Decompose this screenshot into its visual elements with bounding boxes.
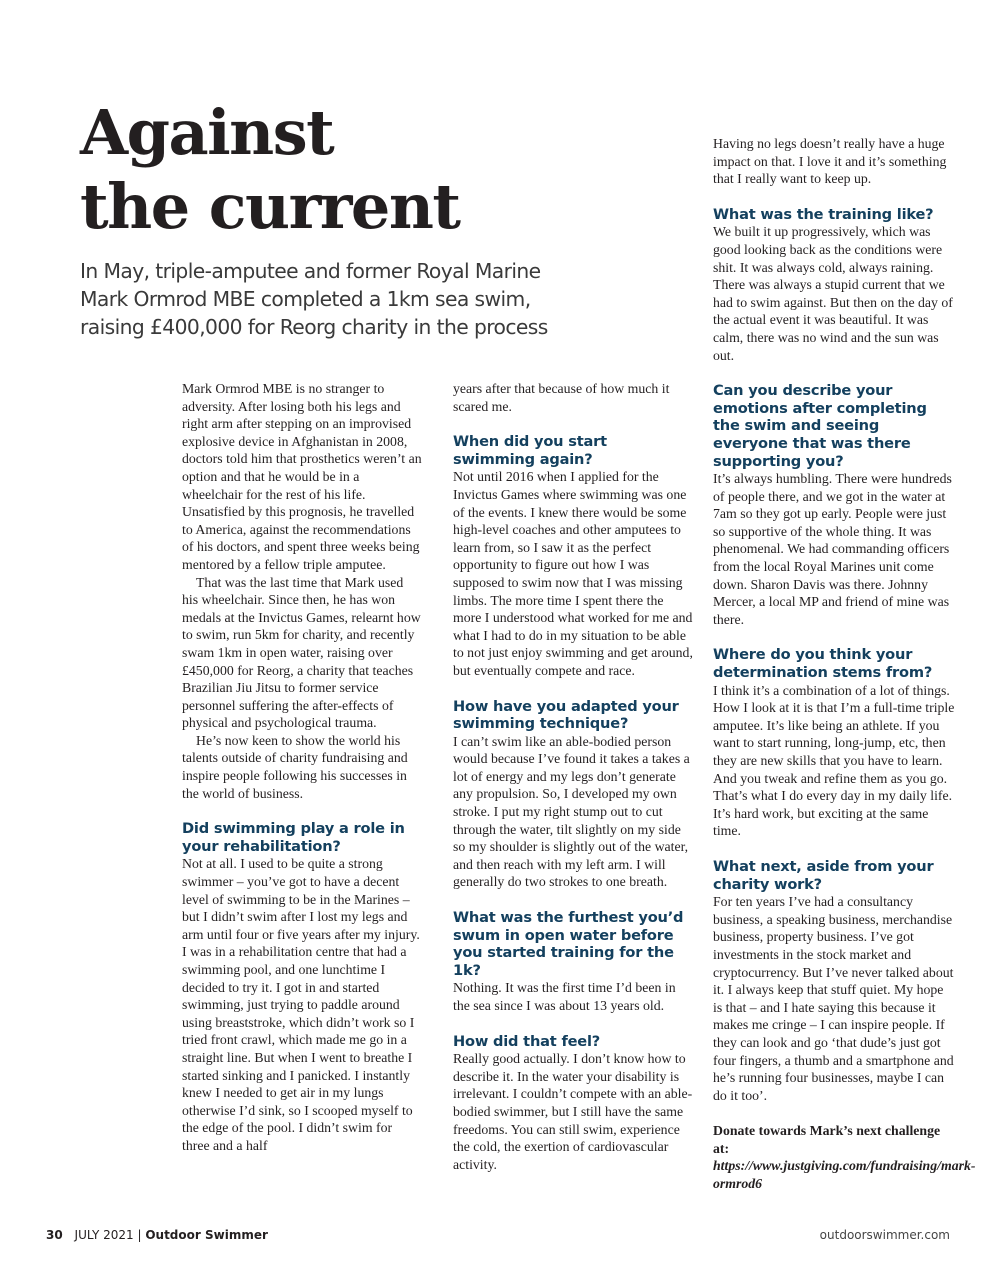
standfirst: In May, triple-amputee and former Royal Marine Mark Ormrod MBE completed a 1km sea swim, raising £400,000 for Reorg charity in the process xyxy=(80,259,548,340)
answer-paragraph: I can’t swim like an able-bodied person would because I’ve found it takes a takes a lot of energy and my legs don’t generate any propulsion. So, I developed my own stroke. I put my right stump out to cut through the water, tilt slightly on my side so my shoulder is slightly out of the water, and then reach with my left arm. I will generally do two strokes to one breath. xyxy=(453,733,690,890)
question-heading: When did you start swimming again? xyxy=(453,433,607,468)
body-paragraph: He’s now keen to show the world his talents outside of charity fundraising and inspire people following his successes in the world of business. xyxy=(182,732,408,801)
answer-paragraph: I think it’s a combination of a lot of things. How I look at it is that I’m a full-time triple amputee. It’s like being an athlete. If you want to start running, long-jump, etc, then they are new skills that you have to learn. And you tweak and refine them as you go. That’s what I do every day in my daily life. It’s hard work, but exciting at the same time. xyxy=(713,682,955,839)
question-heading: What was the furthest you’d swum in open water before you started training for the 1k? xyxy=(453,909,684,979)
answer-paragraph: Not at all. I used to be quite a strong swimmer – you’ve got to have a decent level of swimming to be in the Marines – but I didn’t swim after I lost my legs and arm until four or five years after my injury. I was in a rehabilitation centre that had a swimming pool, and one lunchtime I decided to try it. I got in and started swimming, just trying to paddle around using breaststroke, which didn’t work so I tried front crawl, which made me go in a straight line. But when I went to breathe I started sinking and I panicked. I instantly knew I needed to get air in my lungs otherwise I’d sink, so I scooped myself to the edge of the pool. I didn’t swim for three and a half xyxy=(182,856,420,1153)
answer-paragraph: Not until 2016 when I applied for the Invictus Games where swimming was one of the events. I knew there would be some high-level coaches and other amputees to learn from, so I saw it as the perfect opportunity to figure out how I was supposed to swim now that I was missing limbs. The more time I spent there the more I understood what worked for me and what I had to do in my situation to be able to not just enjoy swimming and get around, but eventually compete and race. xyxy=(453,469,693,678)
title-line-1: Against xyxy=(80,96,334,169)
page-footer xyxy=(46,1226,950,1244)
question-heading: How did that feel? xyxy=(453,1032,601,1050)
footer-folio xyxy=(46,1226,268,1244)
column-3 xyxy=(713,135,976,1193)
donate-label: Donate towards Mark’s next challenge at: xyxy=(713,1123,941,1156)
body-paragraph: Mark Ormrod MBE is no stranger to adversity. After losing both his legs and right arm after stepping on an improvised explosive device in Afghanistan in 2008, doctors told him that prosthetics weren’t an option and that he would be in a wheelchair for the rest of his life. Unsatisfied by this prognosis, he travelled to America, against the recommendations of his doctors, and spent three weeks being mentored by a fellow triple amputee. xyxy=(182,381,422,572)
body-paragraph: Having no legs doesn’t really have a huge impact on that. I love it and it’s something that I really want to keep up. xyxy=(713,136,947,187)
answer-paragraph: It’s always humbling. There were hundreds of people there, and we got in the water at 7am so they got up early. People were just so supportive of the whole thing. It was phenomenal. We had commanding officers from the local Royal Marines unit come down. Sharon Davis was there. Johnny Mercer, a local MP and friend of mine was there. xyxy=(713,471,952,627)
question-heading: What next, aside from your charity work? xyxy=(713,857,934,893)
website-url: outdoorswimmer.com xyxy=(819,1228,950,1242)
magazine-name: Outdoor Swimmer xyxy=(145,1228,268,1242)
body-paragraph: years after that because of how much it scared me. xyxy=(453,381,670,414)
answer-paragraph: Nothing. It was the first time I’d been in the sea since I was about 13 years old. xyxy=(453,980,676,1013)
donate-callout xyxy=(713,1122,976,1192)
column-1 xyxy=(182,380,422,1155)
answer-paragraph: Really good actually. I don’t know how to describe it. In the water your disability is irrelevant. I couldn’t compete with an able-bodied swimmer, but I still have the same freedoms. You can still swim, experience the cold, the exertion of cardiovascular activity. xyxy=(453,1051,693,1172)
donate-link[interactable]: https://www.justgiving.com/fundraising/mark-ormrod6 xyxy=(713,1158,976,1192)
answer-paragraph: We built it up progressively, which was good looking back as the conditions were shit. It was always cold, always raining. There was always a stupid current that we had to swim against. But then on the day of the actual event it was beautiful. It was calm, there was no wind and the sun was out. xyxy=(713,224,953,363)
question-heading: Where do you think your determination stems from? xyxy=(713,646,933,682)
issue-date: JULY 2021 | xyxy=(74,1228,142,1242)
question-heading: How have you adapted your swimming technique? xyxy=(453,697,679,733)
question-heading: Can you describe your emotions after completing the swim and seeing everyone that was there supporting you? xyxy=(713,382,927,470)
column-2 xyxy=(453,380,693,1173)
question-heading: What was the training like? xyxy=(713,205,934,223)
page-number: 30 xyxy=(46,1228,63,1242)
body-paragraph: That was the last time that Mark used his wheelchair. Since then, he has won medals at the Invictus Games, relearnt how to swim, run 5km for charity, and recently swam 1km in open water, raising over £450,000 for Reorg, a charity that teaches Brazilian Jiu Jitsu to former service personnel suffering the after-effects of physical and psychological trauma. xyxy=(182,574,421,731)
answer-paragraph: For ten years I’ve had a consultancy business, a speaking business, merchandise business, property business. I’ve got investments in the stock market and cryptocurrency. But I’ve never talked about it. I always keep that stuff quiet. My hope is that – and I hate saying this because it makes me cringe – I can inspire people. If they can look and go ‘that dude’s just got four fingers, a thumb and a smartphone and he’s running four businesses, maybe I can do it too’. xyxy=(713,894,954,1103)
question-heading: Did swimming play a role in your rehabilitation? xyxy=(182,820,405,855)
article-title xyxy=(80,96,460,244)
title-line-2: the current xyxy=(80,170,460,243)
